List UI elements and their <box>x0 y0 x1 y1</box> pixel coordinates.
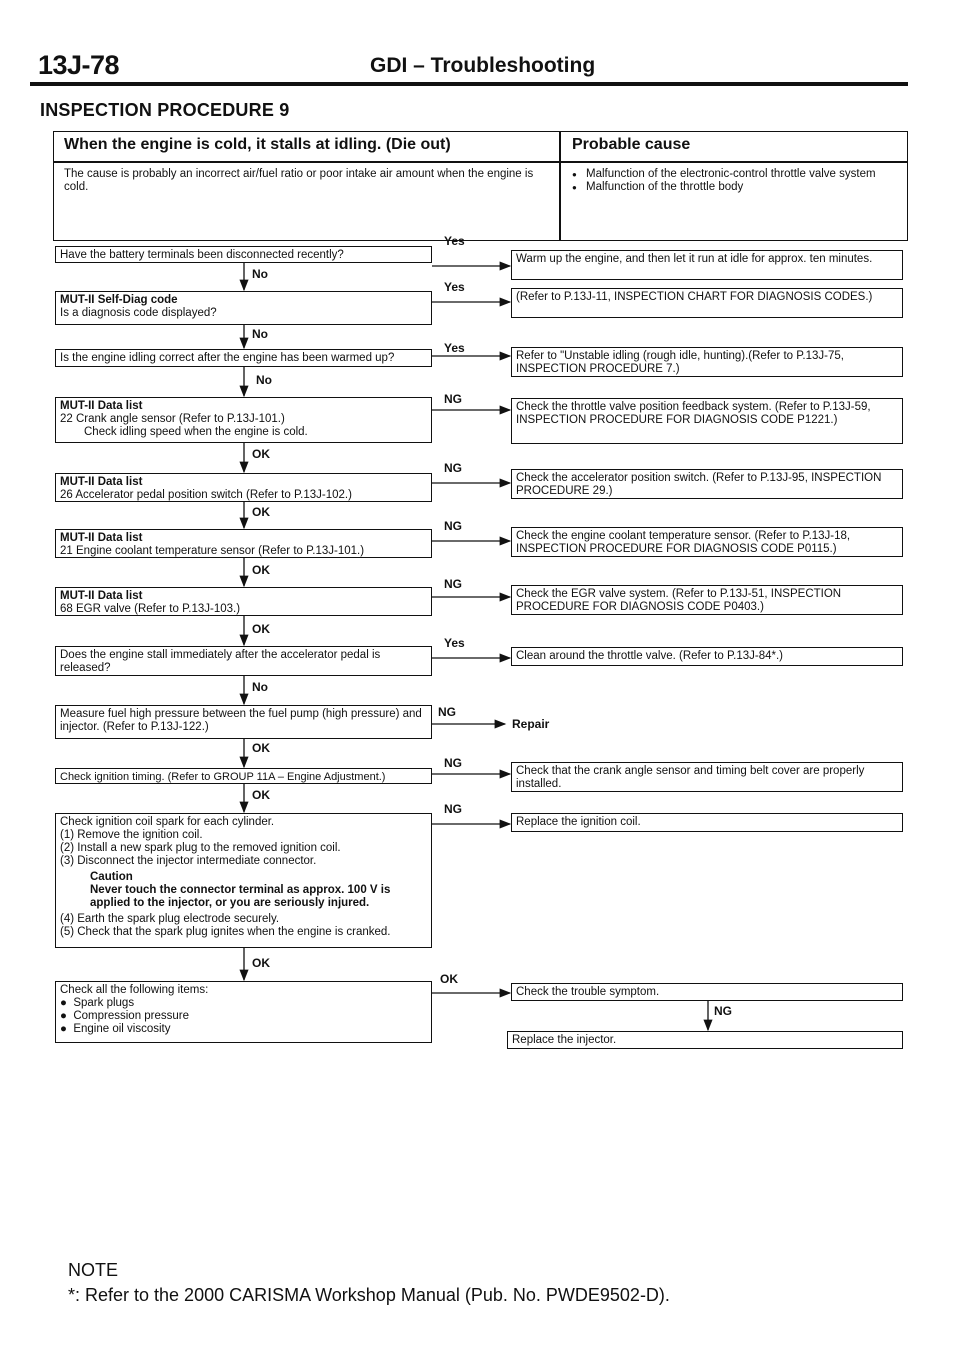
check-item-oil-viscosity: Engine oil viscosity <box>73 1023 171 1035</box>
branch-label-ng: NG <box>444 756 462 770</box>
note-text: *: Refer to the 2000 CARISMA Workshop Manual (Pub. No. PWDE9502-D). <box>68 1285 670 1305</box>
result-text: (Refer to P.13J-11, INSPECTION CHART FOR DIAGNOSIS CODES.) <box>516 291 873 303</box>
step-title: Check ignition coil spark for each cylinder. <box>60 816 275 828</box>
branch-label-ng: NG <box>438 705 456 719</box>
step-ignition-timing <box>55 768 432 784</box>
probable-cause-heading: Probable cause <box>572 136 691 153</box>
check-item-spark-plugs: Spark plugs <box>73 997 135 1009</box>
step-data-list-22 <box>55 397 432 443</box>
result-replace-injector <box>507 1031 903 1049</box>
page-title: GDI – Troubleshooting <box>370 54 596 77</box>
branch-label-ok: OK <box>252 956 270 970</box>
branch-label-no: No <box>252 267 268 281</box>
symptom-description: The cause is probably an incorrect air/fuel ratio or poor intake air amount when the engine is cold. <box>64 168 534 193</box>
step-item: (1) Remove the ignition coil. <box>60 829 203 841</box>
step-item: ● Engine oil viscosity <box>60 1023 171 1035</box>
branch-label-ok: OK <box>440 972 458 986</box>
branch-label-ok: OK <box>252 622 270 636</box>
step-data-list-68 <box>55 587 432 616</box>
step-text: 26 Accelerator pedal position switch (Refer to P.13J-102.) <box>60 489 352 501</box>
branch-label-ok: OK <box>252 505 270 519</box>
step-text: Is a diagnosis code displayed? <box>60 307 217 319</box>
step-title: MUT-II Self-Diag code <box>60 294 178 306</box>
check-item-compression: Compression pressure <box>73 1010 190 1022</box>
step-title: MUT-II Data list <box>60 476 143 488</box>
step-ignition-coil-spark <box>55 813 432 948</box>
step-text: Measure fuel high pressure between the fuel pump (high pressure) and injector. (Refer to P.13J-122.) <box>60 708 422 733</box>
step-text: 21 Engine coolant temperature sensor (Refer to P.13J-101.) <box>60 545 365 557</box>
step-data-list-26 <box>55 473 432 502</box>
step-idling-correct <box>55 349 432 367</box>
probable-cause-item: ● Malfunction of the electronic-control throttle valve system <box>570 168 900 181</box>
branch-label-ng: NG <box>714 1004 732 1018</box>
step-self-diag <box>55 291 432 325</box>
branch-label-yes: Yes <box>444 234 465 248</box>
step-text: Check ignition timing. (Refer to GROUP 11A – Engine Adjustment.) <box>60 771 386 783</box>
step-item: ● Compression pressure <box>60 1010 190 1022</box>
branch-label-ok: OK <box>252 788 270 802</box>
result-text: Refer to "Unstable idling (rough idle, hunting).(Refer to P.13J-75, INSPECTION PROCEDURE 7.) <box>516 350 844 375</box>
step-battery-disconnected <box>55 246 432 263</box>
result-coolant-sensor <box>511 527 903 557</box>
result-replace-coil <box>511 813 903 832</box>
step-text: 22 Crank angle sensor (Refer to P.13J-101.) <box>60 413 285 425</box>
branch-label-no: No <box>256 373 272 387</box>
branch-label-ok: OK <box>252 447 270 461</box>
branch-label-ng: NG <box>444 802 462 816</box>
result-unstable-idling <box>511 347 903 377</box>
step-item: ● Spark plugs <box>60 997 135 1009</box>
result-trouble-symptom <box>511 983 903 1001</box>
step-text: Check idling speed when the engine is cold. <box>84 426 308 438</box>
step-text: Have the battery terminals been disconnected recently? <box>60 249 344 261</box>
result-accel-switch <box>511 469 903 499</box>
step-data-list-21 <box>55 529 432 558</box>
branch-label-no: No <box>252 327 268 341</box>
result-text: Replace the ignition coil. <box>516 816 641 828</box>
result-clean-throttle <box>511 647 903 666</box>
result-text: Warm up the engine, and then let it run at idle for approx. ten minutes. <box>516 253 873 265</box>
branch-label-yes: Yes <box>444 341 465 355</box>
result-text: Check that the crank angle sensor and timing belt cover are properly installed. <box>516 765 865 790</box>
step-fuel-pressure <box>55 705 432 739</box>
caution-title: Caution <box>90 871 133 883</box>
result-text: Check the EGR valve system. (Refer to P.13J-51, INSPECTION PROCEDURE FOR DIAGNOSIS CODE P0403.) <box>516 588 842 613</box>
probable-cause-item: ● Malfunction of the throttle body <box>570 181 900 194</box>
result-text: Check the accelerator position switch. (Refer to P.13J-95, INSPECTION PROCEDURE 29.) <box>516 472 882 497</box>
branch-label-yes: Yes <box>444 280 465 294</box>
result-text: Clean around the throttle valve. (Refer to P.13J-84*.) <box>516 650 783 662</box>
branch-label-no: No <box>252 680 268 694</box>
branch-label-ok: OK <box>252 741 270 755</box>
result-text: Check the engine coolant temperature sensor. (Refer to P.13J-18, INSPECTION PROCEDURE FOR DIAGNOSIS CODE P0115.) <box>516 530 851 555</box>
procedure-title: INSPECTION PROCEDURE 9 <box>40 100 290 120</box>
step-engine-stall <box>55 646 432 676</box>
branch-label-ng: NG <box>444 392 462 406</box>
result-diag-chart <box>511 288 903 318</box>
step-title: Check all the following items: <box>60 984 209 996</box>
step-text: Is the engine idling correct after the engine has been warmed up? <box>60 352 395 364</box>
result-throttle-feedback <box>511 398 903 444</box>
result-repair: Repair <box>512 717 550 731</box>
page-number: 13J-78 <box>38 50 120 80</box>
step-title: MUT-II Data list <box>60 532 143 544</box>
caution-text: Never touch the connector terminal as approx. 100 V is applied to the injector, or you are seriously injured. <box>90 884 391 909</box>
result-text: Check the throttle valve position feedback system. (Refer to P.13J-59, INSPECTION PROCEDURE FOR DIAGNOSIS CODE P1221.) <box>516 401 871 426</box>
step-item: (3) Disconnect the injector intermediate connector. <box>60 855 317 867</box>
branch-label-ok: OK <box>252 563 270 577</box>
step-text: 68 EGR valve (Refer to P.13J-103.) <box>60 603 241 615</box>
result-egr-valve <box>511 585 903 615</box>
result-text: Check the trouble symptom. <box>516 986 660 998</box>
branch-label-ng: NG <box>444 577 462 591</box>
step-check-items <box>55 981 432 1043</box>
result-text: Replace the injector. <box>512 1034 617 1046</box>
step-item: (4) Earth the spark plug electrode securely. <box>60 913 280 925</box>
step-item: (5) Check that the spark plug ignites when the engine is cranked. <box>60 926 391 938</box>
branch-label-ng: NG <box>444 519 462 533</box>
step-title: MUT-II Data list <box>60 400 143 412</box>
result-crank-sensor <box>511 762 903 792</box>
result-warm-up <box>511 250 903 280</box>
note-heading: NOTE <box>68 1260 119 1280</box>
step-item: (2) Install a new spark plug to the removed ignition coil. <box>60 842 341 854</box>
branch-label-ng: NG <box>444 461 462 475</box>
step-text: Does the engine stall immediately after the accelerator pedal is released? <box>60 649 381 674</box>
branch-label-yes: Yes <box>444 636 465 650</box>
symptom-heading: When the engine is cold, it stalls at idling. (Die out) <box>64 136 451 153</box>
step-title: MUT-II Data list <box>60 590 143 602</box>
